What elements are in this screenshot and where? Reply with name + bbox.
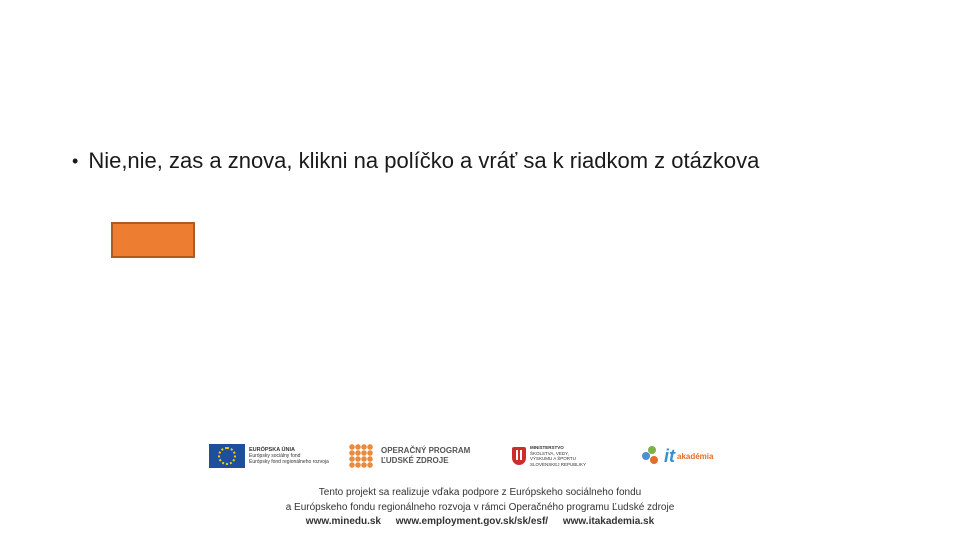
op-line1: OPERAČNÝ PROGRAM [381,446,471,455]
eu-line1: Európsky sociálny fond [249,453,301,459]
footer-line1: Tento projekt sa realizuje vďaka podpore z Európskeho sociálneho fondu [318,487,642,498]
itakademia-logo [642,440,713,472]
footer-link-itakademia[interactable]: www.itakademia.sk [562,516,655,527]
slovak-coat-of-arms-icon [512,447,526,465]
slide-bullet [72,148,759,174]
back-to-questions-button[interactable] [111,222,195,258]
ministry-line3: VÝSKUMU A ŠPORTU [530,456,576,461]
op-dots-icon [349,444,373,468]
op-line2: ĽUDSKÉ ZDROJE [381,456,449,465]
eu-flag-icon [209,444,245,468]
itakademia-it: it [664,445,675,466]
ministry-logo [512,440,586,472]
eu-logo [209,440,329,472]
ministry-line2: ŠKOLSTVA, VEDY, [530,450,569,456]
funding-footer [0,486,960,530]
footer-link-minedu[interactable]: www.minedu.sk [305,516,381,527]
bullet-dot: • [72,150,79,171]
eu-line2: Európsky fond regionálneho rozvoja [249,459,329,465]
bullet-text: Nie,nie, zas a znova, klikni na políčko a vráť sa k riadkom z otázkova [88,148,760,173]
itakademia-mark-icon [642,446,662,466]
partner-logos [0,440,960,474]
itakademia-name: akadémia [677,451,714,461]
op-logo [349,440,470,472]
eu-title: EURÓPSKA ÚNIA [249,447,295,453]
ministry-line4: SLOVENSKEJ REPUBLIKY [530,461,587,467]
ministry-line1: MINISTERSTVO [530,445,564,450]
footer-link-employment[interactable]: www.employment.gov.sk/sk/esf/ [395,516,549,527]
footer-line2: a Európskeho fondu regionálneho rozvoja v rámci Operačného programu Ľudské zdroje [285,501,675,513]
